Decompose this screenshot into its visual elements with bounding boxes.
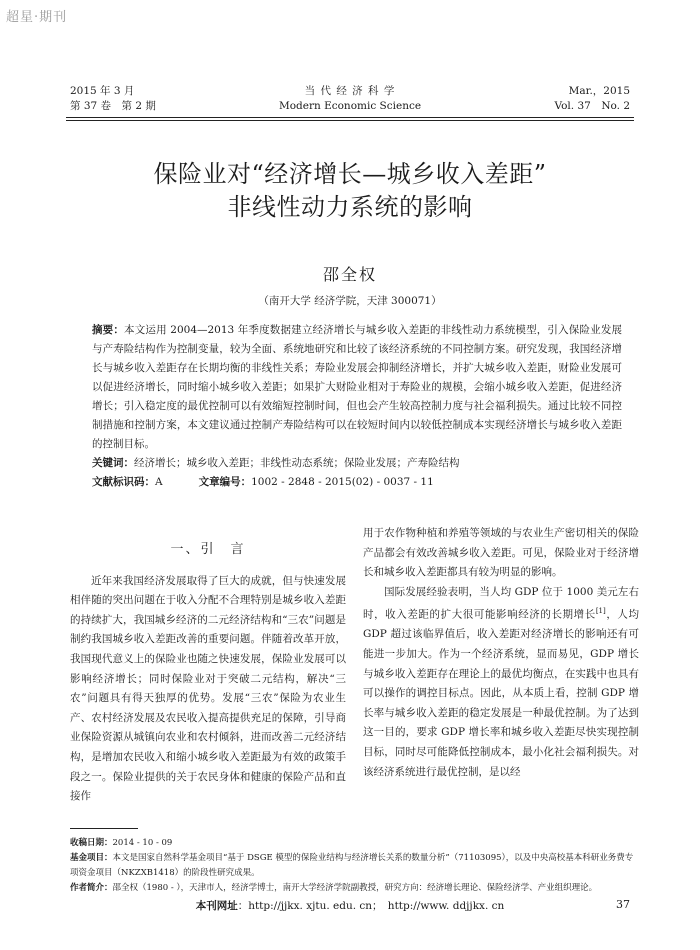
author-bio-label: 作者简介：	[70, 883, 113, 893]
keywords-label: 关键词：	[92, 457, 134, 469]
fund-label: 基金项目：	[70, 853, 113, 863]
journal-name-cn: 当 代 经 济 科 学	[304, 85, 396, 97]
body-paragraph: 近年来我国经济发展取得了巨大的成就，但与快速发展相伴随的突出问题在于收入分配不合理特别是城乡收入差距的持续扩大，我国城乡经济的二元经济结构和“三农”问题是制约我国城乡收入差距改善的重要问题。伴随着改革开放，我国现代意义上的保险业也随之快速发展，保险业发展可以影响经济增长；同时保险业对于突破二元结构，解决“三农”问题具有得天独厚的优势。发展“三农”保险为农业生产、农村经济发展及农民收入提高提供充足的保障，引导商业保险资源从城镇向农业和农村倾斜，进而改善二元经济结构，是增加农民收入和缩小城乡收入差距最为有效的政策手段之一。保险业提供的关于农民身体和健康的保险产品和直接作	[70, 574, 346, 803]
doc-code-value: A	[155, 476, 163, 488]
author-bio-value: 邵全权（1980 - ），天津市人，经济学博士，南开大学经济学院副教授，研究方向：经济增长理论、保险经济学、产业组织理论。	[112, 883, 598, 893]
doc-code-label: 文献标识码：	[92, 476, 155, 488]
body-paragraph: 用于农作物种植和养殖等领域的与农业生产密切相关的保险产品都会有效改善城乡收入差距。可见，保险业对于经济增长和城乡收入差距都具有较为明显的影响。	[363, 527, 639, 579]
citation-ref[interactable]: [1]	[595, 607, 606, 616]
author-name: 邵全权	[322, 265, 377, 284]
title-line-1: 保险业对“经济增长—城乡收入差距”	[153, 160, 547, 188]
header-volume: 第 37 卷 第 2 期	[70, 100, 156, 112]
article-number-value: 1002 - 2848 - 2015(02) - 0037 - 11	[251, 476, 434, 488]
header-volume-en: Vol. 37 No. 2	[554, 100, 630, 112]
document-meta	[92, 474, 622, 491]
body-paragraph	[363, 583, 639, 782]
keywords	[92, 455, 622, 472]
body-column-left	[70, 524, 346, 807]
abstract-label: 摘要：	[92, 324, 125, 336]
paragraph-text: 国际发展经验表明，当人均 GDP 位于 1000 美元左右时，收入差距的扩大很可能影响经济的长期增长	[363, 585, 639, 621]
received-value: 2014 - 10 - 09	[112, 838, 173, 848]
author-affiliation: （南开大学 经济学院，天津 300071）	[258, 295, 442, 307]
footnote-fund	[70, 851, 634, 881]
journal-name-en: Modern Economic Science	[278, 100, 422, 112]
body-column-right	[363, 524, 639, 782]
article-number-label: 文章编号：	[198, 476, 252, 488]
header-right	[554, 84, 630, 114]
watermark: 超星·期刊	[6, 10, 68, 25]
header-left	[70, 84, 156, 114]
footnotes	[70, 836, 634, 896]
footnote-author	[70, 881, 634, 896]
website-label: 本刊网址	[195, 900, 238, 912]
paragraph-text: ，人均 GDP 超过该临界值后，收入差距对经济增长的影响还有可能进一步加大。作为一个经济系统，显而易见，GDP 增长与城乡收入差距存在理论上的最优均衡点，在实践中也具有可以操作的调控目标点。因此，从本质上看，控制 GDP 增长率与城乡收入差距的稳定发展是一种最优控制。为了达到这一目的，要求 GDP 增长率和城乡收入差距尽快实现控制目标，同时尽可能降低控制成本，最小化社会福利损失。对该经济系统进行最优控制，是以经	[363, 608, 640, 778]
received-label: 收稿日期：	[70, 838, 113, 848]
abstract	[92, 321, 622, 454]
journal-website	[0, 898, 700, 913]
website-urls[interactable]: ：http://jjkx. xjtu. edu. cn； http://www. ddjjkx. cn	[237, 900, 505, 912]
title-line-2: 非线性动力系统的影响	[227, 193, 473, 221]
fund-value: 本文是国家自然科学基金项目“基于 DSGE 模型的保险业结构与经济增长关系的数量分析”（71103095），以及中央高校基本科研业务费专项资金项目（NKZXB1418）的阶段性研究成果。	[70, 853, 634, 878]
header-date: 2015 年 3 月	[70, 85, 135, 97]
footnote-received	[70, 836, 634, 851]
abstract-text: 本文运用 2004—2013 年季度数据建立经济增长与城乡收入差距的非线性动力系统模型，引入保险业发展与产寿险结构作为控制变量，较为全面、系统地研究和比较了该经济系统的不同控制方案。研究发现，我国经济增长与城乡收入差距存在长期均衡的非线性关系；寿险业发展会抑制经济增长，并扩大城乡收入差距，财险业发展可以促进经济增长，同时缩小城乡收入差距；如果扩大财险业相对于寿险业的规模，会缩小城乡收入差距，促进经济增长；引入稳定度的最优控制可以有效缩短控制时间，但也会产生较高控制力度与社会福利损失。通过比较不同控制措施和控制方案，本文建议通过控制产寿险结构可以在较短时间内以较低控制成本实现经济增长与城乡收入差距的控制目标。	[92, 324, 623, 450]
header-date-en: Mar.，2015	[568, 85, 630, 97]
header-rule-top	[66, 117, 634, 118]
article-title	[80, 158, 620, 224]
header-center	[250, 84, 450, 114]
keywords-text: 经济增长；城乡收入差距；非线性动态系统；保险业发展；产寿险结构	[134, 457, 460, 469]
section-heading: 一、引 言	[170, 542, 246, 557]
page-number: 37	[616, 898, 630, 911]
footnote-rule	[70, 828, 138, 829]
header-rule-bottom	[66, 120, 634, 121]
